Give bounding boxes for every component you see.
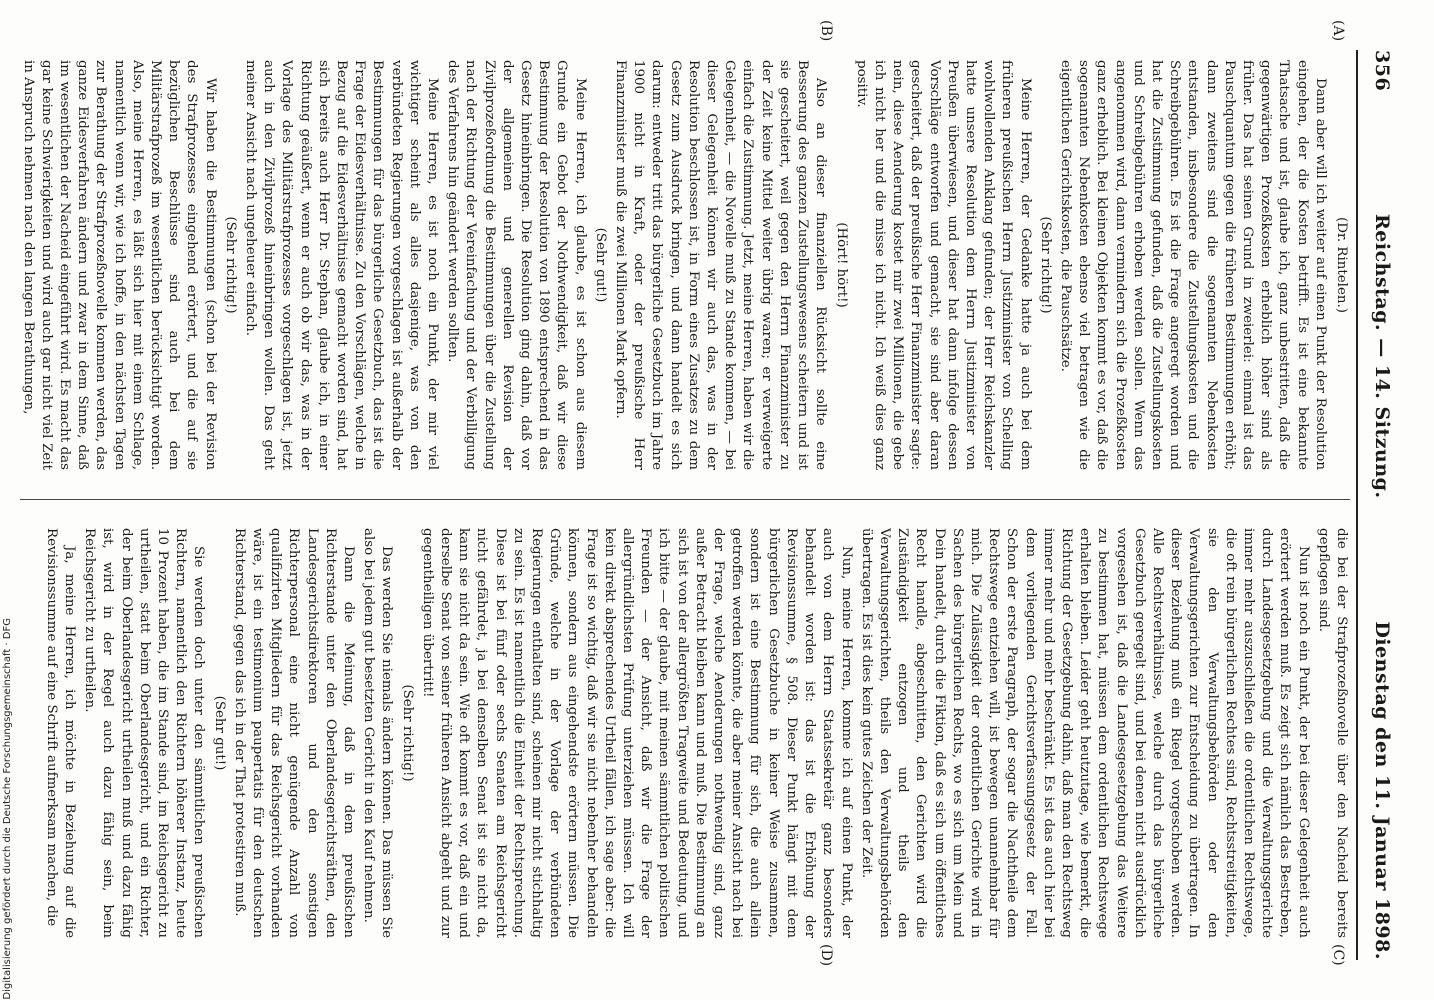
margin-letter-b: (B) (818, 20, 834, 42)
paragraph: Also an dieser finanziellen Rücksicht sollte eine Besserung des ganzen Zustellungswesens scheitern und ist sie gescheitert, weil gegen den Herrn Finanzminister zu der Zeit keine Mittel weiter übrig waren; er verweigerte einfach die Zustimmung. Jetzt, meine Herren, haben wir die Gelegenheit, — die Novelle muß zu Stande kommen, — bei dieser Gelegenheit können wir auch das, was in der Resolution beschlossen ist, in Form eines Zusatzes zu dem Gesetz zum Ausdruck bringen, und dann handelt es sich darum: entweder tritt das bürgerliche Gesetzbuch im Jahre 1900 nicht in Kraft, oder der preußische Herr Finanzminister muß die zwei Millionen Mark opfern. (613, 60, 829, 470)
page-header (1360, 50, 1404, 960)
margin-letter-a: (A) (1330, 20, 1346, 42)
interjection: (Sehr richtig!) (1037, 216, 1053, 314)
paragraph: Dann die Meinung, daß in dem preußischen Richterstande unter den Oberlandesgerichtsräthen, den Landesgerichtsdirektoren und den sonstigen Richterpersonal eine nicht genügende Anzahl von qualifizirten Mitgliedern für das Reichsgericht vorhanden wäre, ist ein testimonium paupertatis für den deutschen Richterstand, gegen das ich in der That protestiren muß. (231, 528, 357, 938)
page-title: Reichstag. — 14. Sitzung. (1371, 213, 1393, 499)
interjection: (Hört! hört!) (833, 222, 849, 308)
paragraph: Meine Herren, der Gedanke hatte ja auch bei dem früheren preußischen Herrn Justizminister von Schelling wohlwollenden Anklang gefunden; der Herr Reichskanzler hatte unsere Resolution dem Herrn Justizminister von Preußen überwiesen, und dieser hat dann infolge dessen Vorschläge entworfen und gemacht, sie sind aber daran gescheitert, daß der preußische Herr Finanzminister sagte: nein, diese Aenderung kostet mir zwei Millionen, die gebe ich nicht her und die misse ich nicht. Ich weiß dies ganz positiv. (853, 60, 1033, 470)
paragraph: Meine Herren, ich glaube, es ist schon aus diesem Grunde ein Gebot der Nothwendigkeit, daß wir diese Bestimmung der Resolution von 1890 entsprechend in das Gesetz hineinbringen. Die Resolution ging dahin, daß vor der allgemeinen und generellen Revision der Zivilprozeßordnung die Bestimmungen über die Zustellung nach der Richtung der Vereinfachung und der Verbilligung des Verfahrens hin geändert werden sollten. (445, 60, 588, 470)
page-number: 356 (1371, 50, 1393, 92)
left-column (20, 60, 1350, 470)
page-date: Dienstag den 11. Januar 1898. (1371, 621, 1393, 960)
paragraph: die bei der Strafprozeßnovelle über den Nacheid bereits gepflogen sind. (1315, 528, 1349, 938)
paragraph: Nun ist noch ein Punkt, der bei dieser Gelegenheit auch erörtert werden muß. Es zeigt sich nämlich das Bestreben, durch Landesgesetzgebung und die Verwaltungsgerichte immer mehr auszuschließen die ordentlichen Rechtswege, die oft rein bürgerlichen Rechtes sind, Rechtsstreitigkeiten, sie den Verwaltungsbehörden oder den Verwaltungsgerichten zur Entscheidung zu übertragen. In dieser Beziehung muß ein Riegel vorgeschoben werden. Alle Rechtsverhältnisse, welche durch das bürgerliche Gesetzbuch geregelt sind, und bei denen nicht ausdrücklich vorgesehen ist, daß die Landesgesetzgebung das Weitere zu bestimmen hat, müssen dem ordentlichen Rechtswege erhalten bleiben. Leider geht heutzutage, wie bemerkt, die Richtung der Gesetzgebung dahin, daß man den Rechtsweg immer mehr und mehr beschränkt. Es ist das auch hier bei dem vorliegenden Gerichtsverfassungsgesetz der Fall. Schon der erste Paragraph, der sogar die Nachtheile dem Rechtswege entziehen will, ist bewegen unannehmbar für mich. Die Zulässigkeit der ordentlichen Gerichte wird in Sachen des bürgerlichen Rechts, wo es sich um Mein und Dein handelt, durch die Fiktion, daß es sich um öffentliches Recht handle, abgeschnitten, den Gerichten wird die Zuständigkeit entzogen und theils den Verwaltungsgerichten, theils den Verwaltungsbehörden übertragen. Es ist dies kein gutes Zeichen der Zeit. (858, 528, 1311, 938)
digitization-note-text: Digitalisierung gefördert durch die Deutsche Forschungsgemeinschaft · DFG (2, 618, 13, 1000)
interjection: (Sehr gut!) (592, 227, 608, 303)
margin-letter-c: (C) (1330, 944, 1346, 966)
paragraph: Sie werden doch unter den sämmtlichen preußischen Richtern, namentlich den Richtern höherer Instanz, heute 10 Prozent haben, die im Stande sind, im Reichsgericht zu urtheilen, statt beim Oberlandesgericht, und ein Richter, der beim Oberlandesgericht urtheilen muß und dazu fähig ist, wird in der Regel auch dazu fähig sein, beim Reichsgericht zu urtheilen. (82, 528, 207, 938)
paragraph: Das werden Sie niemals ändern können. Das müssen Sie also bei jedem gut besetzten Gericht in den Kauf nehmen. (361, 528, 395, 938)
column-divider (20, 499, 1350, 500)
interjection: (Sehr gut!) (211, 695, 227, 771)
paragraph: Dann aber will ich weiter auf einen Punkt der Resolution eingehen, der die Kosten betrifft. Es ist eine bekannte Thatsache und ist, glaube ich, ganz unbestritten, daß die gegenwärtigen Prozeßkosten erheblich höher sind als früher. Das hat seinen Grund in zweierlei: einmal ist das Pauschquantum gegen die früheren Bestimmungen erhöht; dann zweitens sind die sogenannten Nebenkosten entstanden, insbesondere die Zustellungskosten und die Schreibgebühren. Es ist die Frage angeregt worden und hat die Zustimmung gefunden, daß die Zustellungskosten und Schreibgebühren erhoben werden sollen. Wenn das angenommen wird, dann vermindern sich die Prozeßkosten ganz erheblich. Bei kleinen Objekten kommt es vor, daß die sogenannten Nebenkosten ebenso viel betragen wie die eigentlichen Gerichtskosten, die Pauschsätze. (1057, 60, 1328, 470)
digitization-note (2, 600, 16, 1000)
header-rule (1356, 50, 1358, 960)
interjection: (Sehr richtig!) (222, 216, 238, 314)
margin-letter-d: (D) (818, 944, 834, 967)
paragraph: Ja, meine Herren, ich möchte in Beziehung auf die Revisionssumme auf eine Schrift aufmerksam machen, die (43, 528, 77, 938)
speaker-name: (Dr. Rintelen.) (1334, 216, 1349, 313)
interjection: (Sehr richtig!) (399, 684, 415, 782)
paragraph: Wir haben die Bestimmungen (schon bei der Revision des Strafprozesses eingehend erörtert, und die auf sie bezüglichen Beschlüsse sind auch bei dem Militärstrafprozeß im wesentlichen berücksichtigt worden. Also, meine Herren, es läßt sich hier mit einem Schlage, namentlich wenn wir, wie ich hoffe, in den nächsten Tagen zur Berathung der Strafprozeßnovelle kommen werden, das ganze Eidesverfahren ändern und zwar in dem Sinne, daß im wesentlichen der Nacheid eingeführt wird. Es macht das gar keine Schwierigkeiten und wird auch gar nicht viel Zeit in Anspruch nehmen nach den langen Berathungen, (20, 60, 218, 470)
paragraph: Nun, meine Herren, komme ich auf einen Punkt, der auch von dem Herrn Staatssekretär ganz besonders behandelt worden ist: das ist die Erhöhung der Revisionssumme, § 508. Dieser Punkt hängt mit dem bürgerlichen Gesetzbuche in keiner Weise zusammen, sondern ist eine Bestimmung für sich, die auch allein getroffen werden könnte, die aber meiner Ansicht nach bei der Frage, welche Aenderungen nothwendig sind, ganz außer Betracht bleiben kann und muß. Die Bestimmung an sich ist von der allergrößten Tragweite und Bedeutung, und ich bitte — der glaube, mit meinen sämmtlichen politischen Freunden — der Ansicht, daß wir die Frage der allergründlichsten Prüfung unterziehen müssen. Ich will kein direkt absprechendes Urtheil fällen, ich sage aber: die Frage ist so wichtig, daß wir sie nicht nebenher behandeln können, sondern aus eingehendste erörtern müssen. Die Gründe, welche in der Vorlage der verbündeten Regierungen enthalten sind, scheinen mir nicht stichhaltig zu sein. Es ist namentlich die Einheit der Rechtsprechung. Diese ist bei fünf oder sechs Senaten am Reichsgericht nicht gefährdet, ja bei denselben Senat ist sie nicht da, kann sie nicht da sein. Wie oft kommt es vor, daß ein und derselbe Senat von seiner früheren Ansicht abgeht und zur gegentheiligen übertritt! (419, 528, 854, 938)
paragraph: Meine Herren, es ist noch ein Punkt, der mir viel wichtiger scheint als alles dasjenige, was von den verbündeten Regierungen vorgeschlagen ist außerhalb der Bestimmungen für das bürgerliche Gesetzbuch, das ist die Frage der Eidesverhältnisse. Zu den Vorschlägen, welche in Bezug auf die Eidesverhältnisse gemacht worden sind, hat sich bereits auch Herr Dr. Stephan, glaube ich, in einer Richtung geäußert, wenn er auch ob wir das, was in der Vorlage des Militärstrafprozesses vorgeschlagen ist, jetzt auch in den Zivilprozeß hineinbringen wollen. Das geht meiner Ansicht nach ungeheuer einfach. (243, 60, 441, 470)
right-column (20, 528, 1350, 938)
